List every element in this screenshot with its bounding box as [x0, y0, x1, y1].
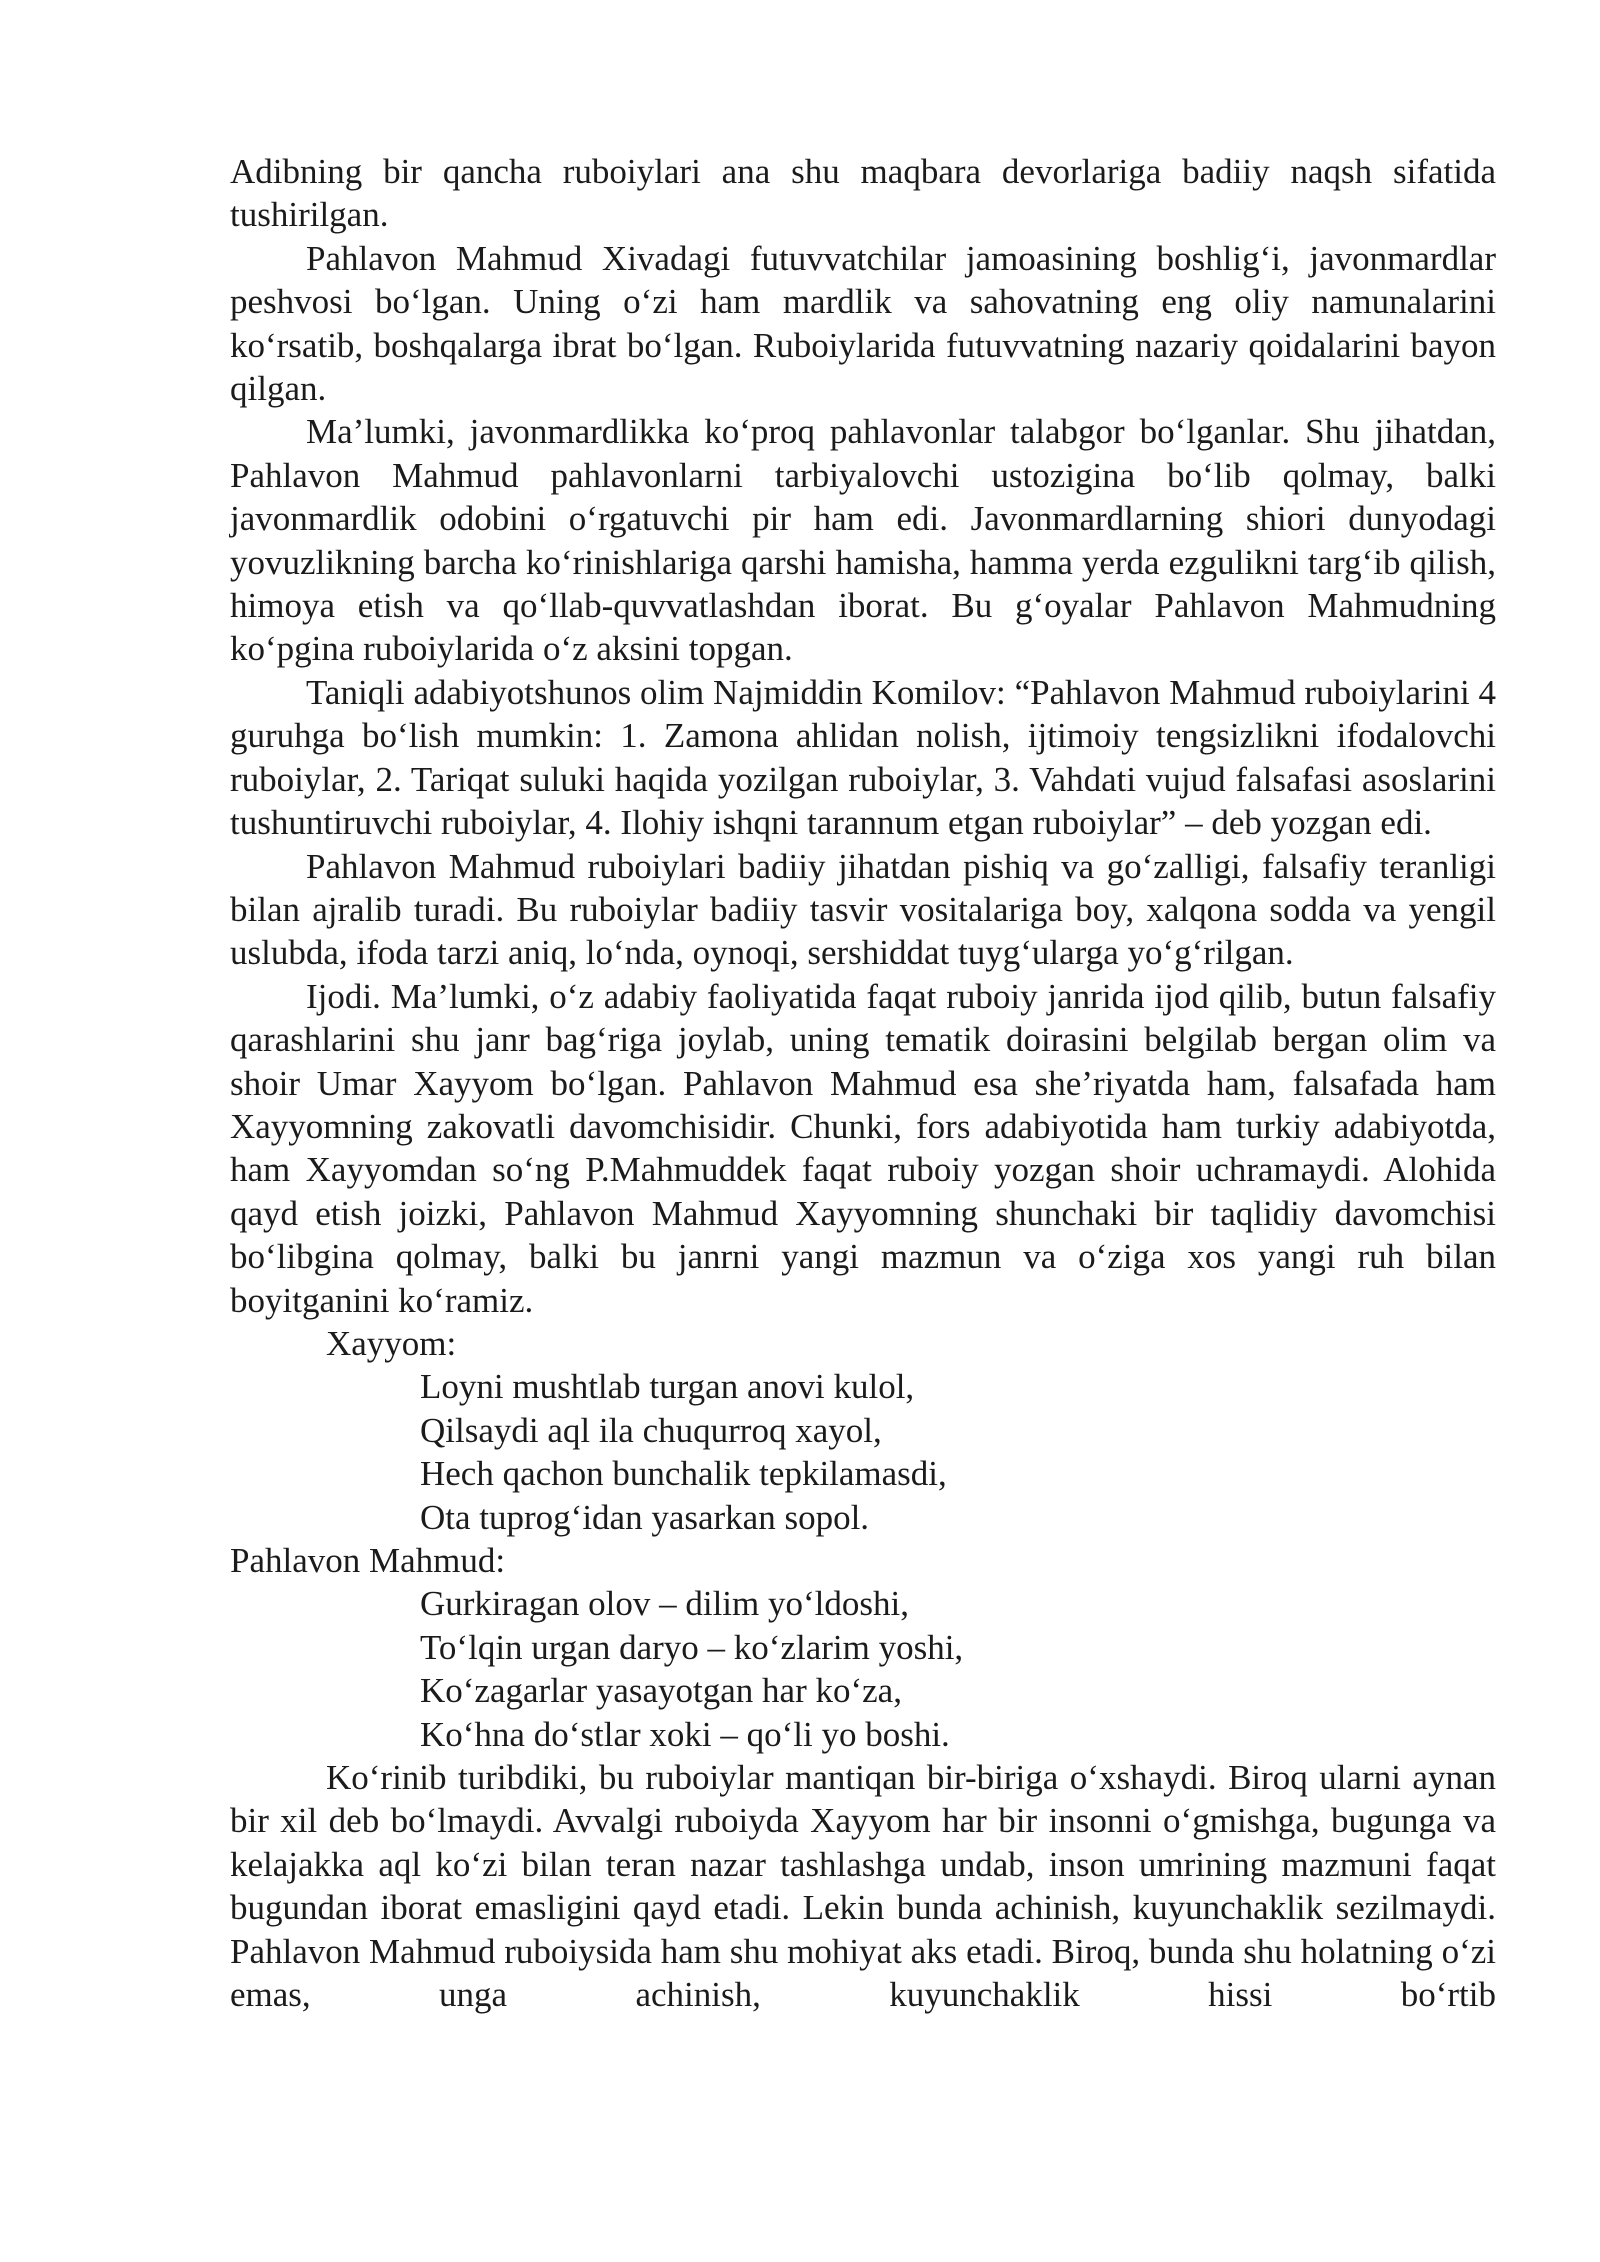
verse-line: Qilsaydi aql ila chuqurroq xayol, [420, 1410, 882, 1450]
paragraph-7: Ko‘rinib turibdiki, bu ruboiylar mantiqan bir-biriga o‘xshaydi. Biroq ularni aynan bir xil deb bo‘lmaydi. Avvalgi ruboiyda Xayyom har bir insonni o‘gmishga, bugunga va kelajakka aql ko‘zi bilan teran nazar tashlashga undab, inson umrining mazmuni faqat bugundan iborat emasligini qayd etadi. Lekin bunda achinish, kuyunchaklik sezilmaydi. Pahlavon Mahmud ruboiysida ham shu mohiyat aks etadi. Biroq, bunda shu holatning o‘zi emas, unga achinish, kuyunchaklik hissi bo‘rtib [230, 1758, 1496, 2015]
quote-speaker-xayyom: Xayyom: [326, 1323, 457, 1363]
quatrain-xayyom [230, 1365, 1496, 1539]
quote-speaker-pahlavon-mahmud: Pahlavon Mahmud: [230, 1541, 506, 1580]
verse-line: Gurkiragan olov – dilim yo‘ldoshi, [420, 1584, 909, 1624]
verse-line: Ko‘hna do‘stlar xoki – qo‘li yo boshi. [420, 1714, 950, 1754]
verse-line: Loyni mushtlab turgan anovi kulol, [420, 1367, 915, 1407]
quatrain-pahlavon-mahmud [230, 1582, 1496, 1756]
paragraph-6: Ijodi. Ma’lumki, o‘z adabiy faoliyatida faqat ruboiy janrida ijod qilib, butun falsafiy qarashlarini shu janr bag‘riga joylab, uning tematik doirasini belgilab bergan olim va shoir Umar Xayyom bo‘lgan. Pahlavon Mahmud esa she’riyatda ham, falsafada ham Xayyomning zakovatli davomchisidir. Chunki, fors adabiyotida ham turkiy adabiyotda, ham Xayyomdan so‘ng P.Mahmuddek faqat ruboiy yozgan shoir uchramaydi. Alohida qayd etish joizki, Pahlavon Mahmud Xayyomning shunchaki bir taqlidiy davomchisi bo‘libgina qolmay, balki bu janrni yangi mazmun va o‘ziga xos yangi ruh bilan boyitganini ko‘ramiz. [230, 976, 1496, 1320]
verse-line: Ota tuprog‘idan yasarkan sopol. [420, 1497, 870, 1537]
paragraph-3: Ma’lumki, javonmardlikka ko‘proq pahlavonlar talabgor bo‘lganlar. Shu jihatdan, Pahlavon Mahmud pahlavonlarni tarbiyalovchi ustozigina bo‘lib qolmay, balki javonmardlik odobini o‘rgatuvchi pir ham edi. Javonmardlarning shiori dunyodagi yovuzlikning barcha ko‘rinishlariga qarshi hamisha, hamma yerda ezgulikni targ‘ib qilish, himoya etish va qo‘llab-quvvatlashdan iborat. Bu g‘oyalar Pahlavon Mahmudning ko‘pgina ruboiylarida o‘z aksini topgan. [230, 412, 1496, 669]
paragraph-5: Pahlavon Mahmud ruboiylari badiiy jihatdan pishiq va go‘zalligi, falsafiy teranligi bilan ajralib turadi. Bu ruboiylar badiiy tasvir vositalariga boy, xalqona sodda va yengil uslubda, ifoda tarzi aniq, lo‘nda, oynoqi, sershiddat tuyg‘ularga yo‘g‘rilgan. [230, 846, 1496, 973]
paragraph-4: Taniqli adabiyotshunos olim Najmiddin Komilov: “Pahlavon Mahmud ruboiylarini 4 guruhga bo‘lish mumkin: 1. Zamona ahlidan nolish, ijtimoiy tengsizlikni ifodalovchi ruboiylar, 2. Tariqat suluki haqida yozilgan ruboiylar, 3. Vahdati vujud falsafasi asoslarini tushuntiruvchi ruboiylar, 4. Ilohiy ishqni tarannum etgan ruboiylar” – deb yozgan edi. [230, 672, 1496, 843]
verse-line: To‘lqin urgan daryo – ko‘zlarim yoshi, [420, 1627, 964, 1667]
document-page [230, 150, 1496, 2016]
paragraph-1: Adibning bir qancha ruboiylari ana shu maqbara devorlariga badiiy naqsh sifatida tushirilgan. [230, 152, 1496, 235]
verse-line: Ko‘zagarlar yasayotgan har ko‘za, [420, 1671, 902, 1711]
paragraph-2: Pahlavon Mahmud Xivadagi futuvvatchilar jamoasining boshlig‘i, javonmardlar peshvosi bo‘lgan. Uning o‘zi ham mardlik va sahovatning eng oliy namunalarini ko‘rsatib, boshqalarga ibrat bo‘lgan. Ruboiylarida futuvvatning nazariy qoidalarini bayon qilgan. [230, 238, 1496, 409]
verse-line: Hech qachon bunchalik tepkilamasdi, [420, 1454, 947, 1494]
